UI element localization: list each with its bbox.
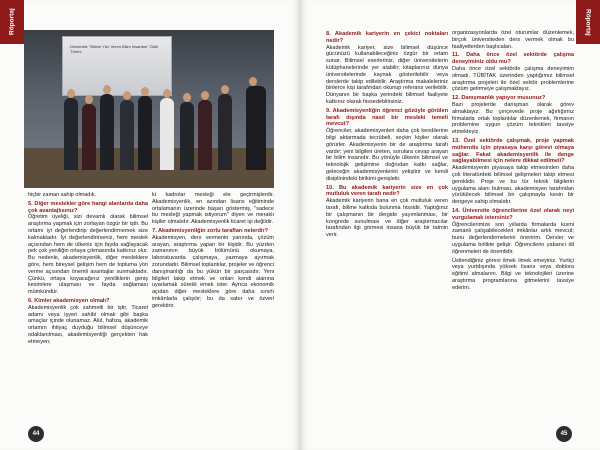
question-heading: 11. Daha önce özel sektörde çalışma deneyiminiz oldu mu? (452, 52, 574, 66)
question-heading: 5. Diğer meslekler göre hangi alanlarda daha çok avantajlısınız? (28, 200, 148, 214)
screen-title: Üniversite "Bilime Yön Veren Bilim İnsanları" Ödül Töreni (70, 44, 159, 54)
person (180, 102, 194, 170)
person (218, 94, 232, 170)
question-heading: 10. Bu akademik kariyerin size en çok mutluluk veren tarafı nedir? (326, 184, 448, 198)
paragraph: Daha önce özel sektörde çalışma deneyimim olmadı. TÜBİTAK üzerinden yaptığımız bilimsel araştırma projeleri ile özel sektör problemlerine çözüm getirmeye çalışmaktayız. (452, 65, 574, 93)
page-number: 45 (556, 426, 572, 442)
paragraph: Öğrencilerimize son yıllarda firmalarda kısmi zamanlı çalışabilecekleri imkânlar artık mevcut; bunu değerlendirmelerini öneririm. Dersler ve uygulama birlikte gelişir. Öğrencilerin yabancı dil öğrenmeleri de önemlidir. (452, 221, 574, 255)
right-page (300, 0, 600, 450)
section-label: Röportaj (584, 8, 592, 36)
question-heading: 13. Özel sektörde çalışmak, proje yapmak mühendis için piyasaya karşı görevi olmaya sağlar. Fakat akademisyenlik ile denge sağlayabilmesi için nelere dikkat edilmeli? (452, 137, 574, 165)
person (100, 94, 114, 170)
question-heading: 8. Akademik kariyerin en çekici noktaları nedir? (326, 31, 448, 44)
paragraph: Öğretim üyeliği, sizi devamlı olarak bilimsel araştırma yapmak için zorlayan özgür bir iştir. Bu ortamı iyi değerlendirip değerlendirmemek size kalmaktadır. İyi değerlendirirseniz, hem meslek açısından hem de ülkeniz için fayda sağlayacak pek çok yeniliğin ortaya çıkmasında katkınız olur. Bu nedenle, akademisyenlik, diğer mesleklere göre, hem bireysel gelişim hem de topluma yön verme açısından önemli avantajlar sunmaktadır. Çünkü, ortaya koyacağınız yeniliklerin geniş kesimlere ulaşması ve fayda sağlaması mümkündür. (28, 214, 148, 296)
paragraph: Akademisyenin piyasaya takip etmesinden daha çok literatürdeki bilimsel gelişmeleri takip etmesi gereklidir. Proje ve bu tür teknik bilgilerin uygulama alanı bulması, akademisyen tarafından yürütülecek bilimsel bir çalışmayla kesin bir dengeye sahip olmalıdır. (452, 165, 574, 206)
paragraph: ki kadrolar mesleği ele geçirmişlerdir. Akademisyenlik, en azından lisans eğitiminde ortalamanın üzerinde başarı göstermiş, "sadece bu mesleği yapmak istiyorum" diyen ve meraklı kişiler olmalıdır. Akademisyenlik ticaret işi değildir. (152, 192, 274, 226)
question-heading: 14. Üniversite öğrencilerine özel olarak neyi vurgulamak istersiniz? (452, 207, 574, 221)
person (64, 98, 78, 170)
left-column-2 (152, 192, 274, 312)
person (198, 100, 212, 170)
page-number: 44 (28, 426, 44, 442)
paragraph: Üstlendiğiniz görevi ilmek ilmek emeyiniz. Yurtiçi veya yurtdışında yüksek lisans veya doktora eğitimi almalarını. Bilgi ve teknolojileri üzerine araştırma programlarına gitmelerini tavsiye ederim. (452, 257, 574, 291)
person (138, 96, 152, 170)
person (160, 98, 174, 170)
paragraph: Öğrenciler, akademisyenleri daha çok kendilerine bilgi aktarmada tecrübeli, seçkin kişiler olarak görürler. Akademisyenin bir de araştırma tarafı vardır; yeni bilgileri üreten, sorulara cevap arayan bir bilim insanıdır. Bu yönüyle ülkenin bilimsel ve teknolojik gelişimine doğrudan katkı sağlar, geleceğin akademisyenlerini yetiştirir ve kendi disiplinindeki birikimi genişletir. (326, 128, 448, 182)
question-heading: 12. Danışmanlık yapıyor musunuz? (452, 95, 546, 102)
paragraph: Akademik kariyerin bana en çok mutluluk veren tarafı, bilime katkıda bulunma hissidir. Yaptığınız bir çalışmanın bir dergide yayımlanması, bir kongrede sunulması ve diğer araştırmacılar tarafından ilgi görmesi insana büyük bir tatmin verir. (326, 198, 448, 239)
right-column-1 (326, 30, 448, 241)
person (120, 100, 134, 170)
section-label: Röportaj (8, 8, 16, 36)
question-heading: 6. Kimler akademisyen olmalı? (28, 297, 110, 304)
left-column-1 (28, 192, 148, 348)
person (82, 104, 96, 170)
paragraph: Akademisyen, ders vermenin yanında, çözüm arayan, araştırma yapan bir kişidir. Bu yüzden zamanının büyük bölümünü okumaya, laboratuvarda çalışmaya, yazmaya ayırmak zorundadır. Bilimsel toplantılar, projeler ve öğrenci danışmanlığı da bu yükün bir parçasıdır. Yeni bilgileri takip etmek ve onları kendi alanına uyarlamak sürekli emek ister. Ayrıca ekonomik açıdan diğer mesleklere göre daha sınırlı imkânlarla çalışılır; bu da sabır ve özveri gerektirir. (152, 234, 274, 309)
question-heading: 9. Akademisyenliğin öğrenci gözüyle görülen tarafı dışında nasıl bir mesleki temeli mevcut? (326, 107, 448, 128)
paragraph: hiçbir zaman sahip olmadık. (28, 192, 97, 198)
paragraph: Akademisyenlik çok zahmetli bir iştir. Ticaret adamı veya işyeri sahibi olmak gibi başka amaçlar içinde olunamaz. Akıl, hafıza, akademik ortamın ihtiyaç duyduğu bilimsel düşünceye odaklanılması, akademisyenliği gerçekten hak etmeyen; (28, 304, 148, 345)
person (246, 86, 266, 170)
ceremony-photo (24, 30, 274, 188)
right-column-2 (452, 30, 574, 293)
paragraph: Bazı projelerde danışman olarak görev almaktayız. Bu çerçevede proje ağırlığımız firmalarla ortak toplantılar düzenlemek, firmanın problemine uygun çözüm teknikleri tavsiye etmekteyiz. (452, 101, 574, 136)
question-heading: 7. Akademisyenliğin zorlu tarafları nelerdir? (152, 227, 269, 234)
paragraph: organizasyonlarda özel oturumlar düzenlemek, birçok üniversiteden ders vermek olmak bu faaliyetlerden başlıcaları. (452, 30, 574, 50)
paragraph: Akademik kariyer, size bilimsel düşünce gücünüzü kullanabileceğiniz özgür bir ortam sunar. Bilimsel eserleriniz, diğer üniversitelerin kütüphanelerinde yer alabilir; kitaplarınız dünya üniversitelerinde kaynak gösterilebilir veya derslerde takip edilebilir. Araştırma makaleleriniz binlerce kişi tarafından okunup referans verilebilir. Dünyanın bir başka yerindeki bilimsel faaliyete katkınız olarak hissedebilirsiniz. (326, 44, 448, 105)
